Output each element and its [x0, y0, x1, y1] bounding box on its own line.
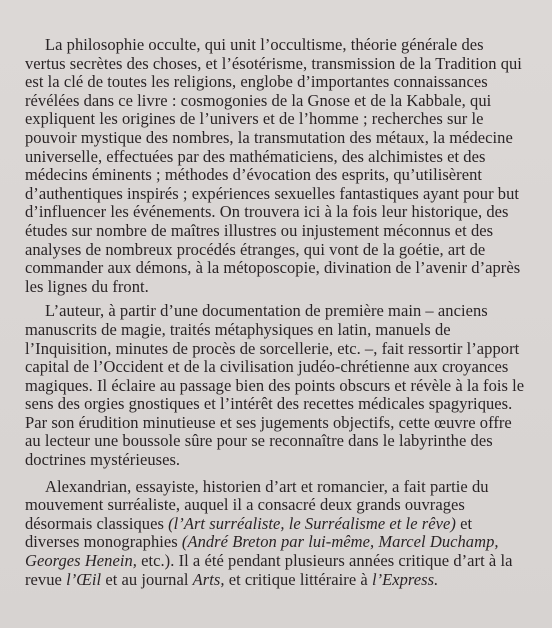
italic-title-segment: l’Œil	[66, 569, 102, 589]
italic-title-segment: Arts,	[192, 569, 225, 589]
paragraph-author-method	[25, 302, 528, 469]
text-segment: et critique littéraire à	[224, 569, 372, 589]
text-segment: et au journal	[101, 569, 193, 589]
italic-title-segment: l’Express.	[371, 569, 439, 589]
paragraph-author-bio	[25, 478, 528, 590]
text-segment: Alexandrian, essayiste, historien d’art et romancier, a fait partie du mouvement surréaliste, auquel il a consacré deux grands ouvrages désormais classiques	[25, 476, 489, 533]
text-segment: L’auteur, à partir d’une documentation de première main – anciens manuscrits de magie, traités métaphysiques en latin, manuels de l’Inquisition, minutes de procès de sorcellerie, etc. –, fait ressortir l’apport capital de l’Occident et de la civilisation judéo-chrétienne aux croyances magiques. Il éclaire au passage bien des points obscurs et révèle à la fois le sens des orgies gnostiques et l’intérêt des recettes médicales spagyriques. Par son érudition minutieuse et ses jugements objectifs, cette œuvre offre au lecteur une boussole sûre pour se reconnaître dans le labyrinthe des doctrines mystérieuses.	[25, 301, 525, 470]
italic-title-segment: (André Breton par lui-même, Marcel Duchamp, Georges Henein,	[25, 532, 499, 571]
text-segment: etc.). Il a été pendant plusieurs années critique d’art à la revue	[25, 551, 513, 589]
italic-title-segment: (l’Art surréaliste, le Surréalisme et le rêve)	[168, 513, 456, 533]
text-segment: et diverses monographies	[25, 513, 473, 552]
paragraph-description	[25, 36, 528, 296]
text-segment: La philosophie occulte, qui unit l’occultisme, théorie générale des vertus secrètes des choses, et l’ésotérisme, transmission de la Tradition qui est la clé de toutes les religions, englobe d’importantes connaissances révélées dans ce livre : cosmogonies de la Gnose et de la Kabbale, qui expliquent les origines de l’univers et de l’homme ; recherches sur le pouvoir mystique des nombres, la transmutation des métaux, la médecine universelle, effectuées par des mathématiciens, des alchimistes et des médecins éminents ; méthodes d’évocation des esprits, qu’utilisèrent d’authentiques inspirés ; expériences sexuelles fantastiques ayant pour but d’influencer les événements. On trouvera ici à la fois leur historique, des études sur nombre de maîtres illustres ou injustement méconnus et des analyses de nombreux procédés étranges, qui vont de la goétie, art de commander aux démons, à la métoposcopie, divination de l’avenir d’après les lignes du front.	[25, 35, 522, 296]
